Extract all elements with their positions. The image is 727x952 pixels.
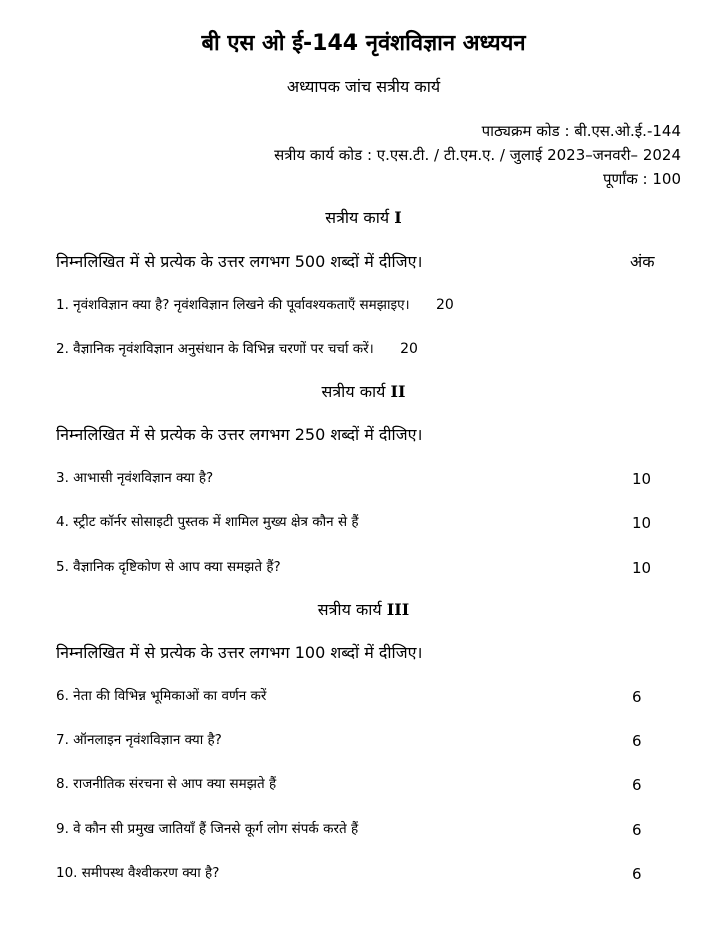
question-marks: 6 <box>632 776 642 794</box>
question-marks: 10 <box>632 514 652 532</box>
question-text: 1. नृवंशविज्ञान क्या है? नृवंशविज्ञान लिखने की पूर्वावश्यकताएँ समझाइए। <box>56 297 410 313</box>
assignment-code: सत्रीय कार्य कोड : ए.एस.टी. / टी.एम.ए. / जुलाई 2023–जनवरी– 2024 <box>274 146 681 164</box>
document-title: बी एस ओ ई-144 नृवंशविज्ञान अध्ययन <box>201 31 526 56</box>
question-text: 5. वैज्ञानिक दृष्टिकोण से आप क्या समझते हैं? <box>56 559 281 575</box>
section-instruction: निम्नलिखित में से प्रत्येक के उत्तर लगभग 500 शब्दों में दीजिए। <box>56 252 423 271</box>
section-heading <box>0 210 727 226</box>
section-numeral: III <box>386 600 410 619</box>
question-marks: 10 <box>632 559 652 577</box>
question-text: 4. स्ट्रीट कॉर्नर सोसाइटी पुस्तक में शामिल मुख्य क्षेत्र कौन से हैं <box>56 514 359 530</box>
section-heading <box>0 602 727 618</box>
max-marks: पूर्णांक : 100 <box>603 170 681 188</box>
question-item <box>56 342 418 357</box>
question-text: 2. वैज्ञानिक नृवंशविज्ञान अनुसंधान के विभिन्न चरणों पर चर्चा करें। <box>56 341 374 357</box>
question-text: 6. नेता की विभिन्न भूमिकाओं का वर्णन करें <box>56 688 267 704</box>
course-code: पाठ्यक्रम कोड : बी.एस.ओ.ई.-144 <box>481 122 681 140</box>
marks-label: अंक <box>630 252 655 271</box>
question-marks: 6 <box>632 865 642 883</box>
question-marks: 20 <box>435 297 454 313</box>
section-heading-text: सत्रीय कार्य <box>317 600 382 619</box>
question-marks: 6 <box>632 821 642 839</box>
section-instruction: निम्नलिखित में से प्रत्येक के उत्तर लगभग 250 शब्दों में दीजिए। <box>56 425 423 444</box>
document-subtitle: अध्यापक जांच सत्रीय कार्य <box>286 77 441 96</box>
section-instruction: निम्नलिखित में से प्रत्येक के उत्तर लगभग 100 शब्दों में दीजिए। <box>56 643 423 662</box>
section-numeral: I <box>394 208 402 227</box>
question-text: 7. ऑनलाइन नृवंशविज्ञान क्या है? <box>56 732 222 748</box>
section-heading-text: सत्रीय कार्य <box>325 208 390 227</box>
question-marks: 20 <box>400 341 418 357</box>
section-numeral: II <box>390 382 406 401</box>
question-text: 8. राजनीतिक संरचना से आप क्या समझते हैं <box>56 776 277 792</box>
question-text: 9. वे कौन सी प्रमुख जातियाँ हैं जिनसे कूर्ग लोग संपर्क करते हैं <box>56 821 359 837</box>
section-heading <box>0 384 727 400</box>
question-text: 3. आभासी नृवंशविज्ञान क्या है? <box>56 470 214 486</box>
question-text: 10. समीपस्थ वैश्वीकरण क्या है? <box>56 865 220 881</box>
question-marks: 10 <box>632 470 652 488</box>
question-marks: 6 <box>632 732 642 750</box>
question-item <box>56 298 454 313</box>
section-heading-text: सत्रीय कार्य <box>321 382 386 401</box>
question-marks: 6 <box>632 688 642 706</box>
